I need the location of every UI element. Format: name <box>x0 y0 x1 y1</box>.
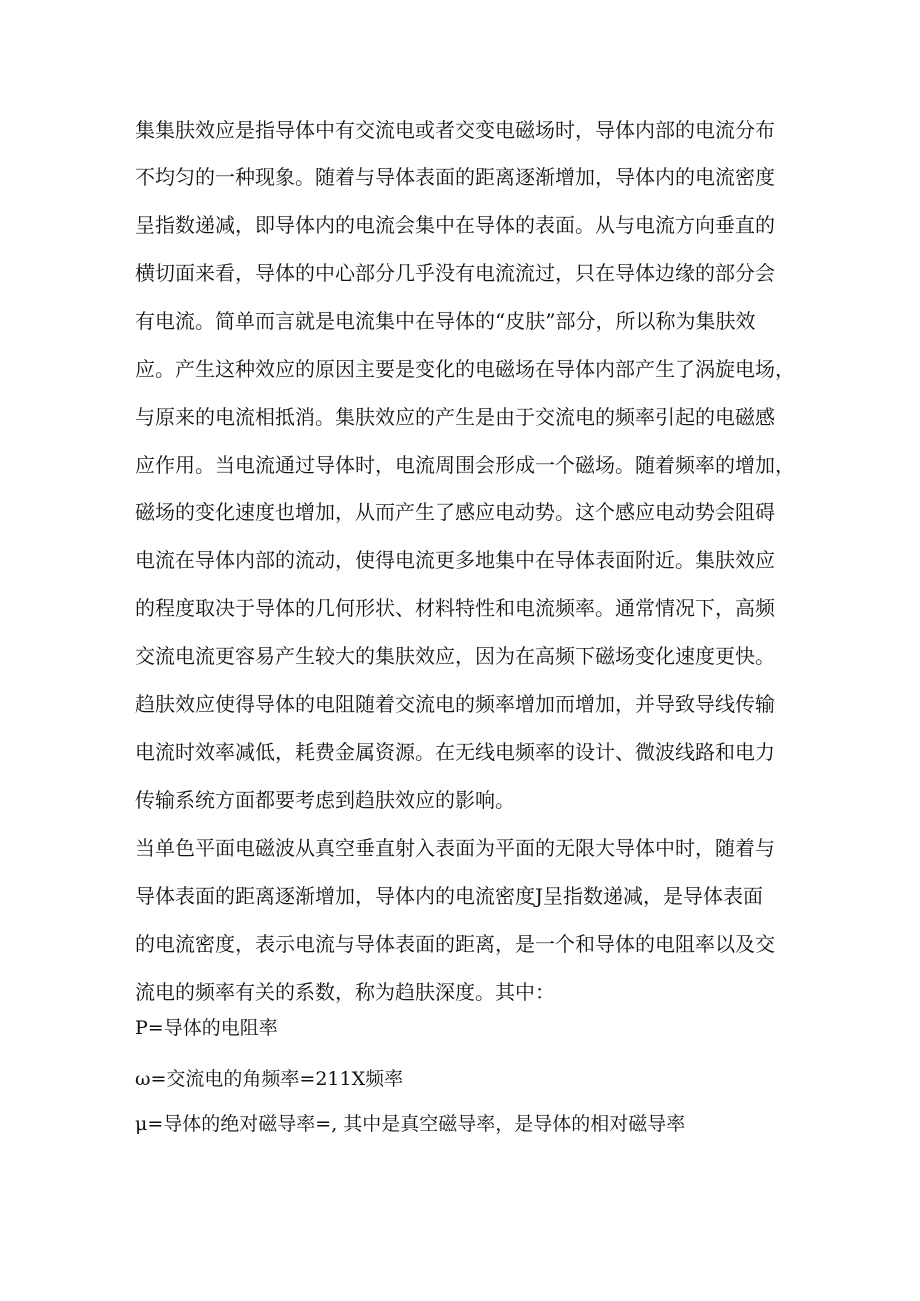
definition-angular-frequency: ω=交流电的角频率=211X频率 <box>135 1068 404 1090</box>
paragraph-1-line-5: 有电流。简单而言就是电流集中在导体的“皮肤”部分，所以称为集肤效 <box>135 309 756 333</box>
paragraph-1-line-7: 与原来的电流相抵消。集肤效应的产生是由于交流电的频率引起的电磁感 <box>135 405 775 429</box>
paragraph-2-line-1: 趋肤效应使得导体的电阻随着交流电的频率增加而增加，并导致导线传输 <box>135 692 775 716</box>
paragraph-1-line-12: 交流电流更容易产生较大的集肤效应，因为在高频下磁场变化速度更快。 <box>135 644 775 668</box>
paragraph-3-line-3: 的电流密度，表示电流与导体表面的距离，是一个和导体的电阻率以及交 <box>135 932 775 956</box>
definition-permeability: μ=导体的绝对磁导率=, 其中是真空磁导率，是导体的相对磁导率 <box>135 1113 686 1135</box>
definition-resistivity: P=导体的电阻率 <box>135 1017 278 1039</box>
paragraph-3-line-1: 当单色平面电磁波从真空垂直射入表面为平面的无限大导体中时，随着与 <box>135 836 775 860</box>
paragraph-2-line-2: 电流时效率减低，耗费金属资源。在无线电频率的设计、微波线路和电力 <box>135 740 775 764</box>
paragraph-1-line-10: 电流在导体内部的流动，使得电流更多地集中在导体表面附近。集肤效应 <box>135 548 775 572</box>
paragraph-1-line-11: 的程度取决于导体的几何形状、材料特性和电流频率。通常情况下，高频 <box>135 596 775 620</box>
paragraph-1-line-4: 横切面来看，导体的中心部分几乎没有电流流过，只在导体边缘的部分会 <box>135 261 775 285</box>
paragraph-1-line-3: 呈指数递减，即导体内的电流会集中在导体的表面。从与电流方向垂直的 <box>135 213 775 237</box>
paragraph-1-line-9: 磁场的变化速度也增加，从而产生了感应电动势。这个感应电动势会阻碍 <box>135 500 775 524</box>
paragraph-3-line-4: 流电的频率有关的系数，称为趋肤深度。其中： <box>135 980 555 1004</box>
paragraph-2-line-3: 传输系统方面都要考虑到趋肤效应的影响。 <box>135 788 515 812</box>
paragraph-3-line-2: 导体表面的距离逐渐增加，导体内的电流密度J呈指数递减，是导体表面 <box>135 884 764 908</box>
paragraph-1-line-8: 应作用。当电流通过导体时，电流周围会形成一个磁场。随着频率的增加， <box>135 453 795 477</box>
paragraph-1-line-2: 不均匀的一种现象。随着与导体表面的距离逐渐增加，导体内的电流密度 <box>135 165 775 189</box>
paragraph-1-line-1: 集集肤效应是指导体中有交流电或者交变电磁场时，导体内部的电流分布 <box>135 118 775 142</box>
paragraph-1-line-6: 应。产生这种效应的原因主要是变化的电磁场在导体内部产生了涡旋电场， <box>135 357 795 381</box>
